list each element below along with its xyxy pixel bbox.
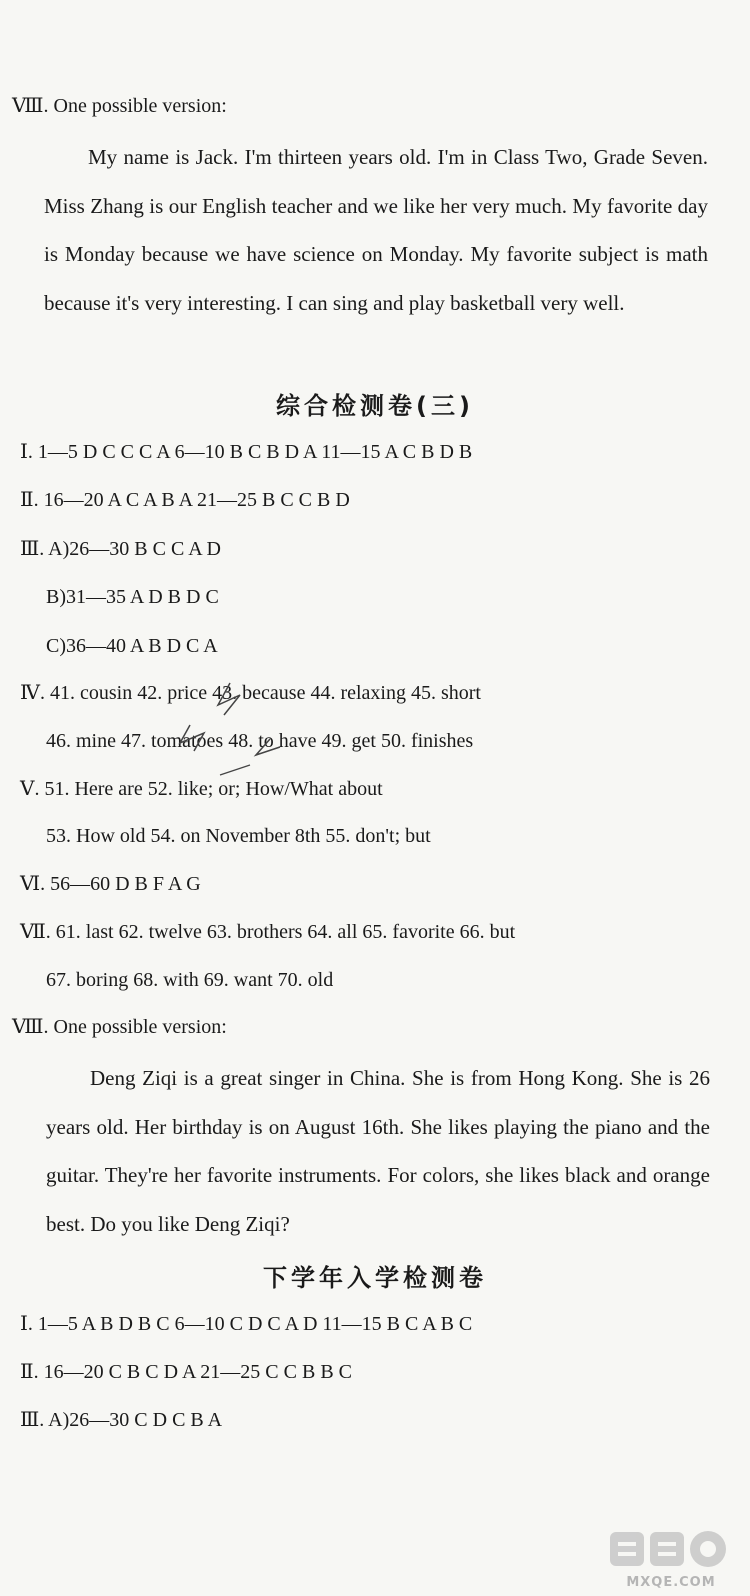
en-line-3: Ⅲ. A)26—30 C D C B A <box>20 1409 223 1431</box>
section-8-label: Ⅷ. One possible version: <box>12 95 227 117</box>
t3-line-12: 67. boring 68. with 69. want 70. old <box>46 969 334 991</box>
t3-line-10: Ⅵ. 56—60 D B F A G <box>20 873 201 895</box>
t3-line-6: Ⅳ. 41. cousin 42. price 43. because 44. relaxing 45. short <box>20 682 481 704</box>
en-line-1: Ⅰ. 1—5 A B D B C 6—10 C D C A D 11—15 B C A B C <box>20 1313 473 1335</box>
t3-line-2: Ⅱ. 16—20 A C A B A 21—25 B C C B D <box>20 489 350 511</box>
essay-1-text: My name is Jack. I'm thirteen years old. I'm in Class Two, Grade Seven. Miss Zhang is our English teacher and we like her very much. My favorite day is Monday because we have science on Monday. My favorite subject is math because it's very interesting. I can sing and play basketball very well. <box>44 145 708 315</box>
t3-line-8: Ⅴ. 51. Here are 52. like; or; How/What about <box>20 778 383 800</box>
pen-scribble <box>160 655 320 785</box>
t3-line-13: Ⅷ. One possible version: <box>12 1016 227 1038</box>
essay-2-text: Deng Ziqi is a great singer in China. She is from Hong Kong. She is 26 years old. Her birthday is on August 16th. She likes playing the piano and the guitar. They're her favorite instruments. For colors, she likes black and orange best. Do you like Deng Ziqi? <box>46 1066 710 1236</box>
essay-2 <box>46 1054 710 1248</box>
t3-line-9: 53. How old 54. on November 8th 55. don't; but <box>46 825 431 847</box>
test-3-title: 综合检测卷(三) <box>276 392 474 420</box>
t3-line-3: Ⅲ. A)26—30 B C C A D <box>20 538 221 560</box>
t3-line-4: B)31—35 A D B D C <box>46 586 219 608</box>
essay-1 <box>44 133 708 327</box>
entrance-test-title: 下学年入学检测卷 <box>263 1264 487 1292</box>
watermark-logo <box>606 1528 736 1590</box>
t3-line-7: 46. mine 47. tomatoes 48. to have 49. get 50. finishes <box>46 730 474 752</box>
t3-line-1: Ⅰ. 1—5 D C C C A 6—10 B C B D A 11—15 A C B D B <box>20 441 473 463</box>
en-line-2: Ⅱ. 16—20 C B C D A 21—25 C C B B C <box>20 1361 352 1383</box>
t3-line-11: Ⅶ. 61. last 62. twelve 63. brothers 64. all 65. favorite 66. but <box>20 921 516 943</box>
t3-line-5: C)36—40 A B D C A <box>46 635 218 657</box>
watermark-url: MXQE.COM <box>626 1575 716 1590</box>
